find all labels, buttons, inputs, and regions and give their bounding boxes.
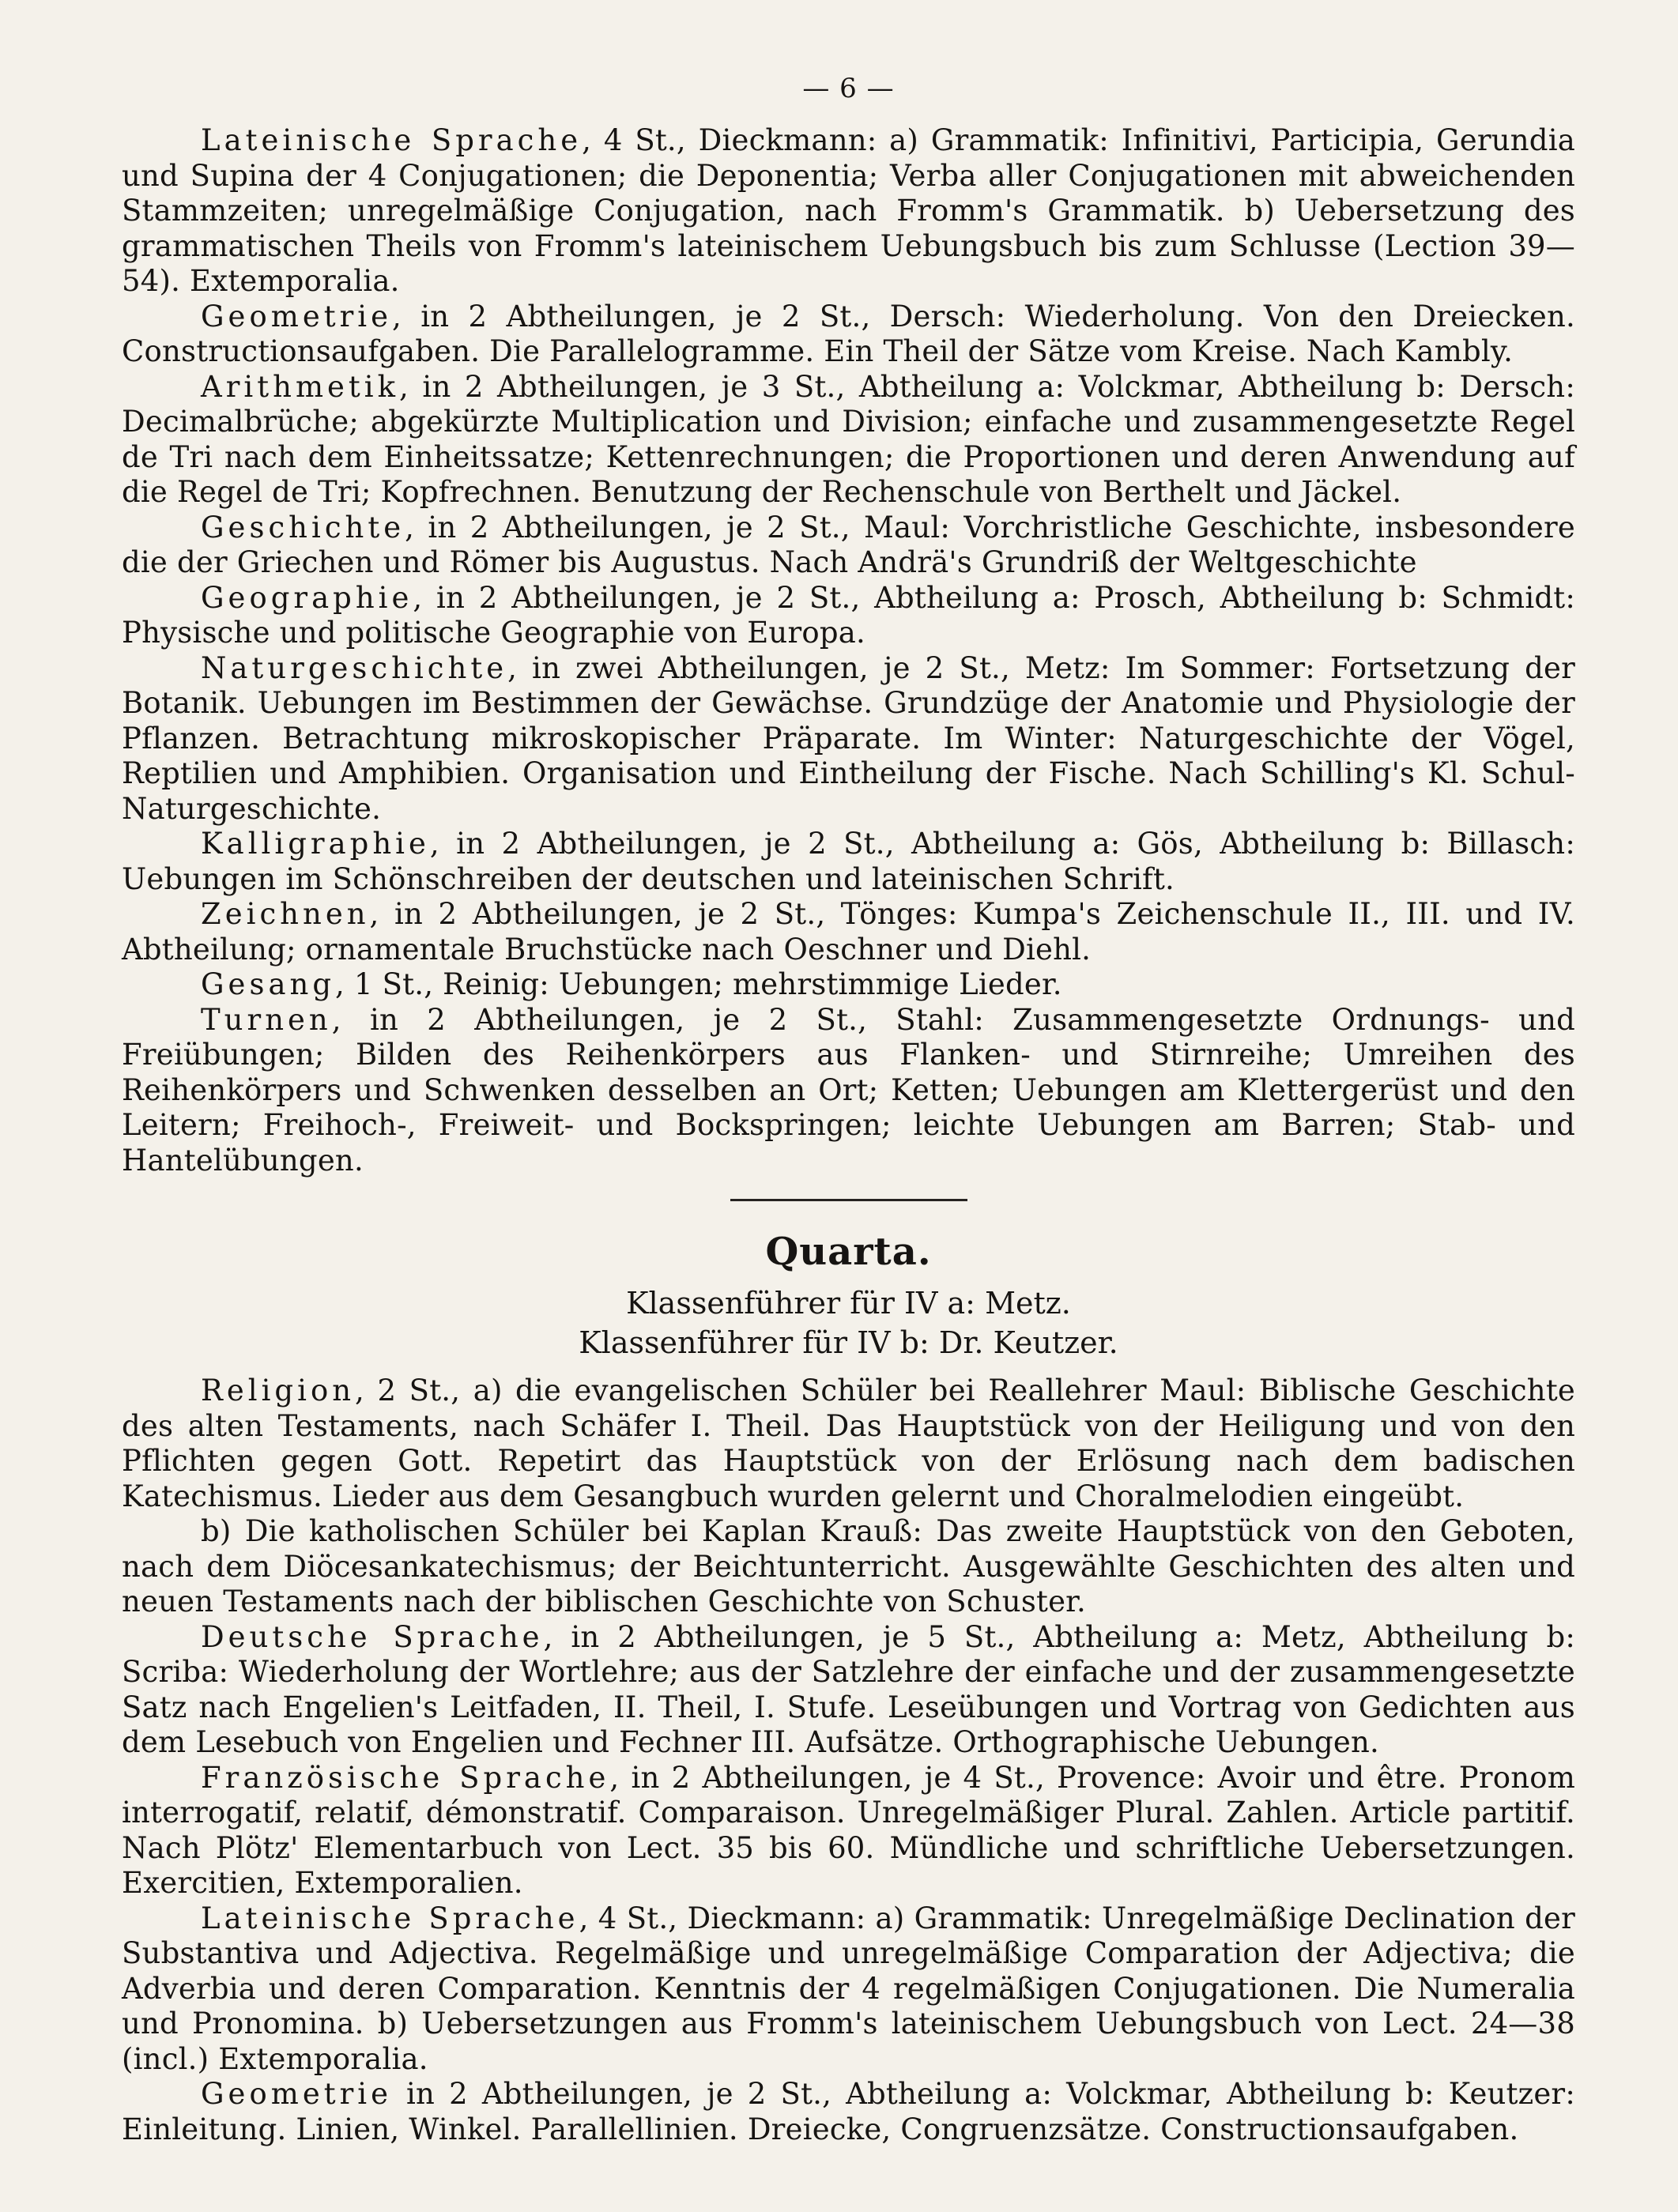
subject-label: Zeichnen	[201, 897, 370, 931]
paragraph-religion-katholisch	[122, 1514, 1575, 1620]
subject-label: Französische Sprache	[201, 1760, 610, 1795]
paragraph-deutsche-sprache	[122, 1620, 1575, 1761]
page-number: — 6 —	[802, 73, 895, 104]
subject-label: Deutsche Sprache	[201, 1619, 544, 1654]
paragraph-lateinische-sprache	[122, 123, 1575, 300]
paragraph-turnen	[122, 1003, 1575, 1179]
paragraph-text: , 4 St., Dieckmann: a) Grammatik: Unregelmäßige Declination der Substantiva und Adjectiva. Regelmäßige und unregelmäßige Comparation der Adjectiva; die Adverbia und deren Comparation. Kenntnis der 4 regelmäßigen Conjugationen. Die Numeralia und Pronomina. b) Uebersetzungen aus Fromm's lateinischem Uebungsbuch von Lect. 24—38 (incl.) Extemporalia.	[122, 1901, 1575, 2076]
subject-label: Geschichte	[201, 510, 405, 545]
paragraph-text: , in zwei Abtheilungen, je 2 St., Metz: Im Sommer: Fortsetzung der Botanik. Uebungen im Bestimmen der Gewächse. Grundzüge der Anatomie und Physiologie der Pflanzen. Betrachtung mikroskopischer Präparate. Im Winter: Naturgeschichte der Vögel, Reptilien und Amphibien. Organisation und Eintheilung der Fische. Nach Schilling's Kl. Schul-Naturgeschichte.	[122, 650, 1575, 826]
paragraph-text: , in 2 Abtheilungen, je 5 St., Abtheilung a: Metz, Abtheilung b: Scriba: Wiederholung der Wortlehre; aus der Satzlehre der einfache und der zusammengesetzte Satz nach Engelien's Leitfaden, II. Theil, I. Stufe. Leseübungen und Vortrag von Gedichten aus dem Lesebuch von Engelien und Fechner III. Aufsätze. Orthographische Uebungen.	[122, 1619, 1576, 1759]
subject-label: Kalligraphie	[201, 827, 430, 861]
subject-label: Gesang	[201, 967, 336, 1001]
section-divider	[730, 1199, 967, 1201]
subject-label: Lateinische Sprache	[201, 123, 583, 157]
class-leader-iva: Klassenführer für IV a: Metz.	[626, 1286, 1071, 1321]
paragraph-text: , in 2 Abtheilungen, je 2 St., Maul: Vorchristliche Geschichte, insbesondere die der Griechen und Römer bis Augustus. Nach Andrä's Grundriß der Weltgeschichte	[122, 510, 1575, 579]
paragraph-text: , in 2 Abtheilungen, je 2 St., Dersch: Wiederholung. Von den Dreiecken. Constructionsaufgaben. Die Parallelogramme. Ein Theil der Sätze vom Kreise. Nach Kambly.	[122, 299, 1575, 368]
paragraph-text: , 4 St., Dieckmann: a) Grammatik: Infinitivi, Participia, Gerundia und Supina der 4 Conjugationen; die Deponentia; Verba aller Conjugationen mit abweichenden Stammzeiten; unregelmäßige Conjugation, nach Fromm's Grammatik. b) Uebersetzung des grammatischen Theils von Fromm's lateinischem Uebungsbuch bis zum Schlusse (Lection 39—54). Extemporalia.	[122, 123, 1575, 298]
paragraph-kalligraphie	[122, 827, 1575, 897]
subject-label: Geometrie	[201, 2077, 392, 2111]
class-leader-ivb: Klassenführer für IV b: Dr. Keutzer.	[579, 1325, 1118, 1360]
subject-label: Geographie	[201, 580, 413, 615]
paragraph-geographie	[122, 581, 1575, 651]
paragraph-text: , in 2 Abtheilungen, je 2 St., Abtheilung a: Gös, Abtheilung b: Billasch: Uebungen im Schönschreiben der deutschen und lateinischen Schrift.	[122, 827, 1575, 896]
subject-label: Naturgeschichte	[201, 650, 508, 685]
subject-label: Lateinische Sprache	[201, 1901, 579, 1935]
section-header	[122, 1230, 1575, 1362]
paragraph-text: in 2 Abtheilungen, je 2 St., Abtheilung a: Volckmar, Abtheilung b: Keutzer: Einleitung. Linien, Winkel. Parallellinien. Dreiecke, Congruenzsätze. Constructionsaufgaben.	[122, 2077, 1575, 2146]
paragraph-geometrie-quarta	[122, 2077, 1575, 2147]
paragraph-text: , in 2 Abtheilungen, je 3 St., Abtheilung a: Volckmar, Abtheilung b: Dersch: Decimalbrüche; abgekürzte Multiplication und Division; einfache und zusammengesetzte Regel de Tri nach dem Einheitssatze; Kettenrechnungen; die Proportionen und deren Anwendung auf die Regel de Tri; Kopfrechnen. Benutzung der Rechenschule von Berthelt und Jäckel.	[122, 369, 1575, 509]
paragraph-text: , in 2 Abtheilungen, je 2 St., Abtheilung a: Prosch, Abtheilung b: Schmidt: Physische und politische Geographie von Europa.	[122, 580, 1575, 650]
paragraph-text: , 2 St., a) die evangelischen Schüler bei Reallehrer Maul: Biblische Geschichte des alten Testaments, nach Schäfer I. Theil. Das Hauptstück von der Heiligung und von den Pflichten gegen Gott. Repetirt das Hauptstück von der Erlösung nach dem badischen Katechismus. Lieder aus dem Gesangbuch wurden gelernt und Choralmelodien eingeübt.	[122, 1374, 1575, 1513]
paragraph-geometrie	[122, 300, 1575, 370]
subject-label: Arithmetik	[201, 369, 400, 404]
subject-label: Geometrie	[201, 299, 392, 333]
subject-label: Turnen	[201, 1002, 332, 1037]
subject-label: Religion	[201, 1374, 356, 1407]
paragraph-arithmetik	[122, 370, 1575, 511]
paragraph-text: , 1 St., Reinig: Uebungen; mehrstimmige Lieder.	[335, 967, 1062, 1001]
paragraph-text: , in 2 Abtheilungen, je 2 St., Tönges: Kumpa's Zeichenschule II., III. und IV. Abtheilung; ornamentale Bruchstücke nach Oeschner und Diehl.	[122, 897, 1575, 967]
section-title: Quarta.	[765, 1230, 932, 1274]
paragraph-zeichnen	[122, 897, 1575, 967]
paragraph-text: , in 2 Abtheilungen, je 2 St., Stahl: Zusammengesetzte Ordnungs- und Freiübungen; Bilden des Reihenkörpers aus Flanken- und Stirnreihe; Umreihen des Reihenkörpers und Schwenken desselben an Ort; Ketten; Uebungen am Klettergerüst und den Leitern; Freihoch-, Freiweit- und Bockspringen; leichte Uebungen am Barren; Stab- und Hantelübungen.	[122, 1002, 1575, 1178]
paragraph-text: b) Die katholischen Schüler bei Kaplan Krauß: Das zweite Hauptstück von den Geboten, nach dem Diöcesankatechismus; der Beichtunterricht. Ausgewählte Geschichten des alten und neuen Testaments nach der biblischen Geschichte von Schuster.	[122, 1514, 1575, 1618]
paragraph-religion	[122, 1374, 1575, 1514]
block-quarta	[122, 1374, 1575, 2147]
paragraph-lateinische-sprache-quarta	[122, 1901, 1575, 2078]
paragraph-geschichte	[122, 511, 1575, 581]
paragraph-gesang	[122, 967, 1575, 1003]
paragraph-text: , in 2 Abtheilungen, je 4 St., Provence: Avoir und être. Pronom interrogatif, relatif, démonstratif. Comparaison. Unregelmäßiger Plural. Zahlen. Article partitif. Nach Plötz' Elementarbuch von Lect. 35 bis 60. Mündliche und schriftliche Uebersetzungen. Exercitien, Extemporalien.	[122, 1760, 1575, 1900]
paragraph-franzoesische-sprache	[122, 1761, 1575, 1901]
block-untertertia	[122, 123, 1575, 1178]
paragraph-naturgeschichte	[122, 651, 1575, 827]
